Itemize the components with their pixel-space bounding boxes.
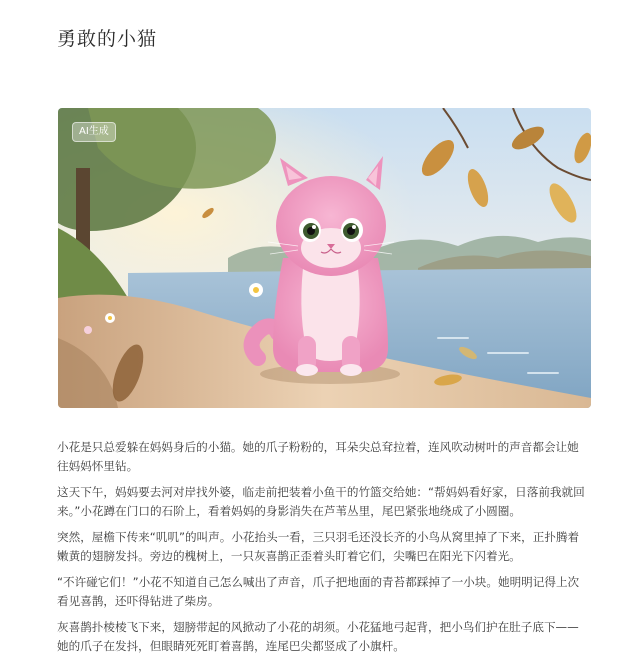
article-illustration <box>58 108 591 408</box>
ai-generated-badge: AI生成 <box>72 122 116 142</box>
kitten-riverside-illustration <box>58 108 591 408</box>
story-body <box>57 438 589 663</box>
story-paragraph: 小花是只总爱躲在妈妈身后的小猫。她的爪子粉粉的，耳朵尖总耷拉着，连风吹动树叶的声音都会让她往妈妈怀里钻。 <box>57 440 579 473</box>
article-title: 勇敢的小猫 <box>57 28 158 50</box>
story-paragraph: 突然，屋檐下传来“叽叽”的叫声。小花抬头一看，三只羽毛还没长齐的小鸟从窝里掉了下来，正扑腾着嫩黄的翅膀发抖。旁边的槐树上，一只灰喜鹊正歪着头盯着它们，尖嘴巴在阳光下闪着光。 <box>57 530 580 563</box>
story-paragraph: “不许碰它们！”小花不知道自己怎么喊出了声音，爪子把地面的青苔都踩掉了一小块。她明明记得上次看见喜鹊，还吓得钻进了柴房。 <box>57 575 580 608</box>
story-paragraph: 这天下午，妈妈要去河对岸找外婆，临走前把装着小鱼干的竹篮交给她：“帮妈妈看好家，日落前我就回来。”小花蹲在门口的石阶上，看着妈妈的身影消失在芦苇丛里，尾巴紧张地绕成了小圆圈。 <box>57 485 585 518</box>
story-paragraph: 灰喜鹊扑棱棱飞下来，翅膀带起的风掀动了小花的胡须。小花猛地弓起背，把小鸟们护在肚子底下——她的爪子在发抖，但眼睛死死盯着喜鹊，连尾巴尖都竖成了小旗杆。 <box>57 620 579 653</box>
